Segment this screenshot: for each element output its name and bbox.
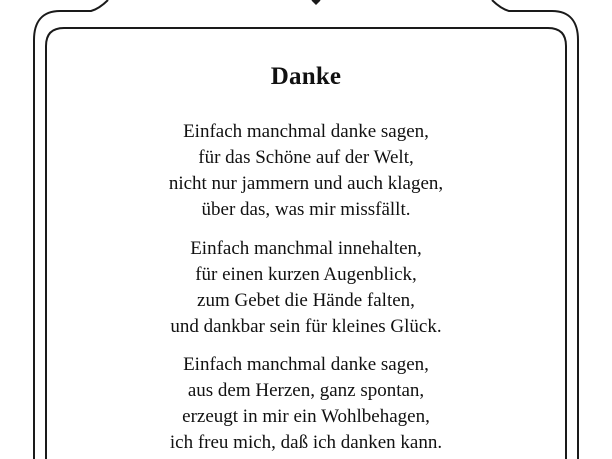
verse-line: zum Gebet die Hände falten, — [197, 290, 415, 311]
verse-line: für das Schöne auf der Welt, — [198, 147, 414, 168]
stanza-3 — [46, 352, 566, 456]
poem-title: Danke — [270, 63, 342, 90]
verse-line: Einfach manchmal innehalten, — [190, 238, 422, 259]
verse-line: nicht nur jammern und auch klagen, — [168, 173, 444, 194]
verse-line: Einfach manchmal danke sagen, — [183, 121, 429, 142]
top-ornament — [312, 0, 320, 4]
verse-line: und dankbar sein für kleines Glück. — [170, 316, 442, 337]
verse-line: aus dem Herzen, ganz spontan, — [187, 380, 425, 401]
verse-line: erzeugt in mir ein Wohlbehagen, — [182, 406, 430, 427]
poem-card — [46, 28, 566, 459]
verse-line: für einen kurzen Augenblick, — [195, 264, 417, 285]
stanza-1 — [46, 119, 566, 223]
verse-line: Einfach manchmal danke sagen, — [183, 354, 429, 375]
verse-line: über das, was mir missfällt. — [201, 199, 411, 220]
stanza-2 — [46, 236, 566, 340]
verse-line: ich freu mich, daß ich danken kann. — [169, 432, 443, 453]
